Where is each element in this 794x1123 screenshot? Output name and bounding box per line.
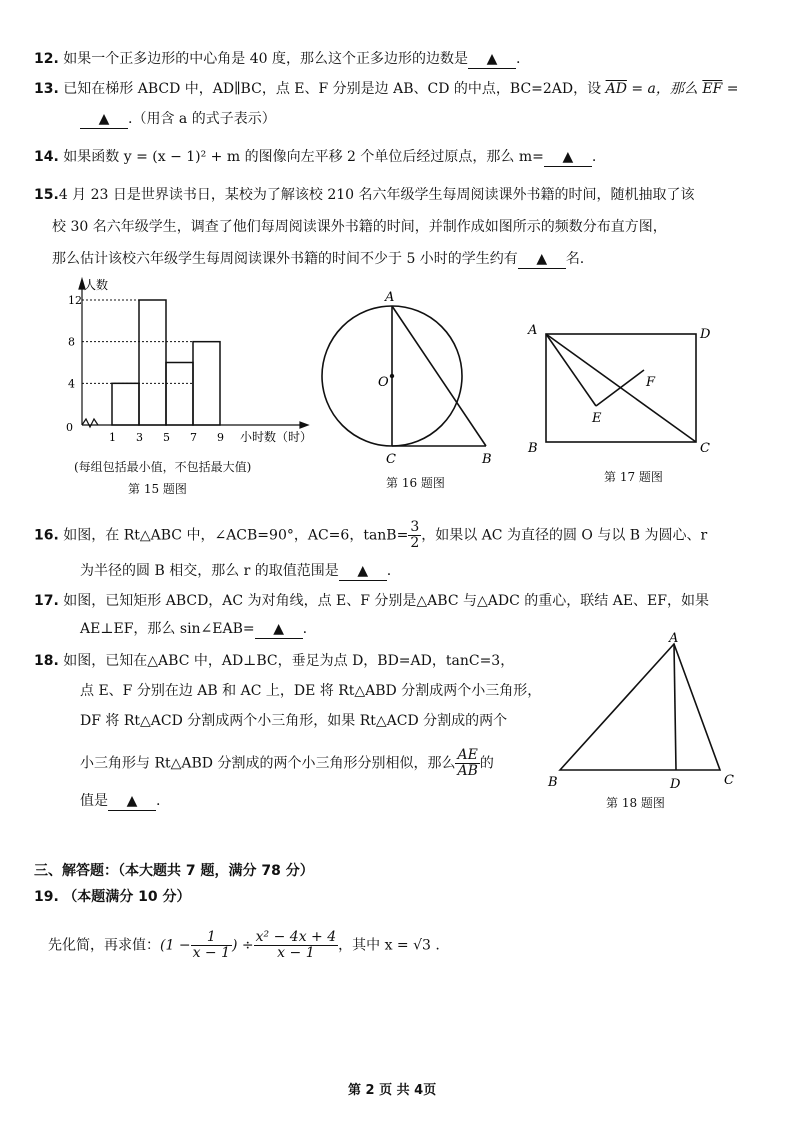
expr-open: (1 − bbox=[160, 937, 191, 954]
question-18-line-3 bbox=[80, 712, 507, 730]
question-18-line-1 bbox=[34, 652, 514, 670]
fraction-denominator: x − 1 bbox=[277, 945, 315, 961]
vector-ef: $\overline{EF}$ bbox=[702, 81, 723, 97]
question-18-line-4 bbox=[80, 748, 494, 779]
answer-blank[interactable]: ▲ bbox=[339, 562, 387, 581]
fig16-caption: 第 16 题图 bbox=[386, 476, 445, 490]
question-15-line-2 bbox=[52, 218, 667, 236]
x-tick-label: 3 bbox=[136, 431, 143, 444]
fraction-numerator: 1 bbox=[191, 930, 232, 946]
label-a: A bbox=[385, 290, 395, 305]
fraction-denominator: 2 bbox=[410, 535, 420, 551]
y-tick-label: 12 bbox=[68, 294, 82, 307]
fraction-denominator: x − 1 bbox=[192, 945, 230, 961]
x-tick-label: 7 bbox=[190, 431, 197, 444]
expr-mid: ) ÷ bbox=[232, 937, 254, 954]
x-tick-label: 1 bbox=[109, 431, 116, 444]
question-number: 19. bbox=[34, 889, 59, 905]
question-text: 如果一个正多边形的中心角是 40 度，那么这个正多边形的边数是 bbox=[63, 51, 468, 67]
label-d: D bbox=[700, 327, 711, 342]
question-text: 4 月 23 日是世界读书日，某校为了解该校 210 名六年级学生每周阅读课外书籍的时间，随机抽取了该 bbox=[58, 187, 695, 203]
question-15-line-1 bbox=[34, 186, 695, 204]
label-c: C bbox=[700, 441, 710, 456]
label-c: C bbox=[386, 452, 396, 467]
question-19-header bbox=[34, 888, 191, 906]
question-text: 如图，在 Rt△ABC 中，∠ACB=90°，AC=6，tanB= bbox=[63, 527, 409, 544]
question-text: .（用含 a 的式子表示） bbox=[128, 111, 276, 127]
answer-blank[interactable]: ▲ bbox=[468, 50, 516, 69]
question-text: 名. bbox=[565, 251, 585, 267]
question-text: ，如果以 AC 为直径的圆 O 与以 B 为圆心、r bbox=[421, 527, 708, 544]
y-axis-label: 人数 bbox=[84, 278, 109, 292]
label-f: F bbox=[646, 375, 656, 390]
y-tick-label: 4 bbox=[68, 377, 75, 391]
fig16-diagram bbox=[312, 285, 512, 470]
question-12 bbox=[34, 50, 520, 69]
question-text: 点 E、F 分别在边 AB 和 AC 上，DE 将 Rt△ABD 分割成两个小三角形， bbox=[80, 683, 542, 699]
question-number: 13. bbox=[34, 81, 59, 97]
fraction bbox=[408, 520, 421, 551]
label-b: B bbox=[528, 441, 538, 456]
fig15-note: (每组包括最小值，不包括最大值) bbox=[74, 460, 252, 474]
vector-ad: $\overline{AD}$ bbox=[605, 81, 627, 97]
question-17-line-1 bbox=[34, 592, 709, 610]
triangle-abc bbox=[560, 644, 720, 770]
fig17-caption: 第 17 题图 bbox=[604, 470, 663, 484]
question-text: AE⊥EF，那么 sin∠EAB= bbox=[80, 621, 255, 637]
question-14 bbox=[34, 148, 596, 167]
center-point bbox=[390, 374, 394, 378]
answer-blank[interactable]: ▲ bbox=[80, 110, 128, 129]
section-heading: 三、解答题：（本大题共 7 题，满分 78 分） bbox=[34, 863, 314, 879]
punct: . bbox=[302, 621, 308, 637]
question-number: 16. bbox=[34, 527, 59, 544]
fig18-diagram bbox=[538, 632, 748, 792]
question-text: 值是 bbox=[80, 793, 108, 809]
question-number: 12. bbox=[34, 51, 59, 67]
histogram-ticks bbox=[68, 294, 224, 444]
question-text: 先化简，再求值： bbox=[48, 937, 160, 954]
question-text: 为半径的圆 B 相交，那么 r 的取值范围是 bbox=[80, 563, 339, 579]
histogram-bar bbox=[193, 342, 220, 425]
fraction-numerator: 3 bbox=[410, 519, 420, 535]
fraction bbox=[455, 748, 479, 779]
question-number: 18. bbox=[34, 653, 59, 669]
label-b: B bbox=[482, 452, 492, 467]
histogram-bars bbox=[112, 300, 220, 425]
label-a: A bbox=[528, 323, 538, 338]
question-16-line-1 bbox=[34, 520, 707, 551]
question-text: 如果函数 y = (x − 1)² + m 的图像向左平移 2 个单位后经过原点，那么 m= bbox=[63, 149, 544, 165]
axis-break bbox=[82, 419, 98, 427]
punct: . bbox=[386, 563, 392, 579]
x-tick-label: 5 bbox=[163, 431, 170, 444]
question-text: 那么估计该校六年级学生每周阅读课外书籍的时间不少于 5 小时的学生约有 bbox=[52, 251, 518, 267]
question-number: 14. bbox=[34, 149, 59, 165]
segment-ab bbox=[392, 306, 486, 446]
histogram-bar bbox=[166, 363, 193, 426]
question-text: 如图，已知在△ABC 中，AD⊥BC，垂足为点 D，BD=AD，tanC=3， bbox=[63, 653, 515, 669]
label-a: A bbox=[669, 632, 679, 646]
question-19-body bbox=[48, 930, 440, 961]
question-text: 小三角形与 Rt△ABD 分割成的两个小三角形分别相似，那么 bbox=[80, 755, 456, 772]
histogram-bar bbox=[139, 300, 166, 425]
question-text: DF 将 Rt△ACD 分割成两个小三角形，如果 Rt△ACD 分割成的两个 bbox=[80, 713, 508, 729]
label-o: O bbox=[378, 375, 389, 390]
question-16-line-2 bbox=[80, 562, 391, 581]
question-text: 如图，已知矩形 ABCD，AC 为对角线，点 E、F 分别是△ABC 与△ADC 的重心，联结 AE、EF，如果 bbox=[63, 593, 709, 609]
histogram-bar bbox=[112, 383, 139, 425]
origin-label: 0 bbox=[66, 421, 73, 434]
label-e: E bbox=[592, 411, 602, 426]
x-axis-label: 小时数（时） bbox=[240, 430, 313, 444]
punct: . bbox=[591, 149, 597, 165]
label-d: D bbox=[670, 777, 681, 792]
page-footer: 第 2 页 共 4页 bbox=[348, 1083, 437, 1098]
question-17-line-2 bbox=[80, 620, 307, 639]
vector-eq: = a，那么 bbox=[631, 81, 698, 97]
punct: . bbox=[515, 51, 521, 67]
question-18-line-5 bbox=[80, 792, 160, 811]
question-points: （本题满分 10 分） bbox=[63, 889, 191, 905]
answer-blank[interactable]: ▲ bbox=[108, 792, 156, 811]
question-13-line-2 bbox=[80, 110, 276, 129]
fraction-2 bbox=[254, 930, 338, 961]
x-axis-arrow bbox=[300, 422, 308, 428]
answer-blank[interactable]: ▲ bbox=[544, 148, 592, 167]
fig17-diagram bbox=[520, 318, 720, 463]
y-tick-label: 8 bbox=[68, 335, 75, 349]
answer-blank[interactable]: ▲ bbox=[518, 250, 566, 269]
question-text: ，其中 x = √3 . bbox=[338, 937, 440, 954]
fraction-1 bbox=[191, 930, 232, 961]
x-tick-label: 9 bbox=[217, 431, 224, 444]
fig15-caption: 第 15 题图 bbox=[128, 482, 187, 496]
fig18-caption: 第 18 题图 bbox=[606, 796, 665, 810]
fraction-denominator: AB bbox=[457, 763, 478, 779]
altitude-ad bbox=[674, 644, 676, 770]
fraction-numerator: x² − 4x + 4 bbox=[255, 929, 337, 945]
question-13-line-1 bbox=[34, 80, 738, 98]
question-text: 的 bbox=[479, 755, 494, 772]
punct: . bbox=[156, 793, 161, 809]
question-number: 17. bbox=[34, 593, 59, 609]
segment-ae bbox=[546, 334, 596, 406]
equals: = bbox=[726, 81, 739, 97]
answer-blank[interactable]: ▲ bbox=[255, 620, 303, 639]
fraction-numerator: AE bbox=[455, 748, 479, 764]
question-number: 15. bbox=[34, 187, 59, 203]
question-18-line-2 bbox=[80, 682, 541, 700]
question-text: 校 30 名六年级学生，调查了他们每周阅读课外书籍的时间，并制作成如图所示的频数分布直方图， bbox=[52, 219, 667, 235]
question-text: 已知在梯形 ABCD 中，AD∥BC，点 E、F 分别是边 AB、CD 的中点，BC=2AD，设 bbox=[63, 81, 602, 97]
label-b: B bbox=[548, 775, 558, 790]
label-c: C bbox=[724, 773, 734, 788]
question-15-line-3 bbox=[52, 250, 584, 269]
